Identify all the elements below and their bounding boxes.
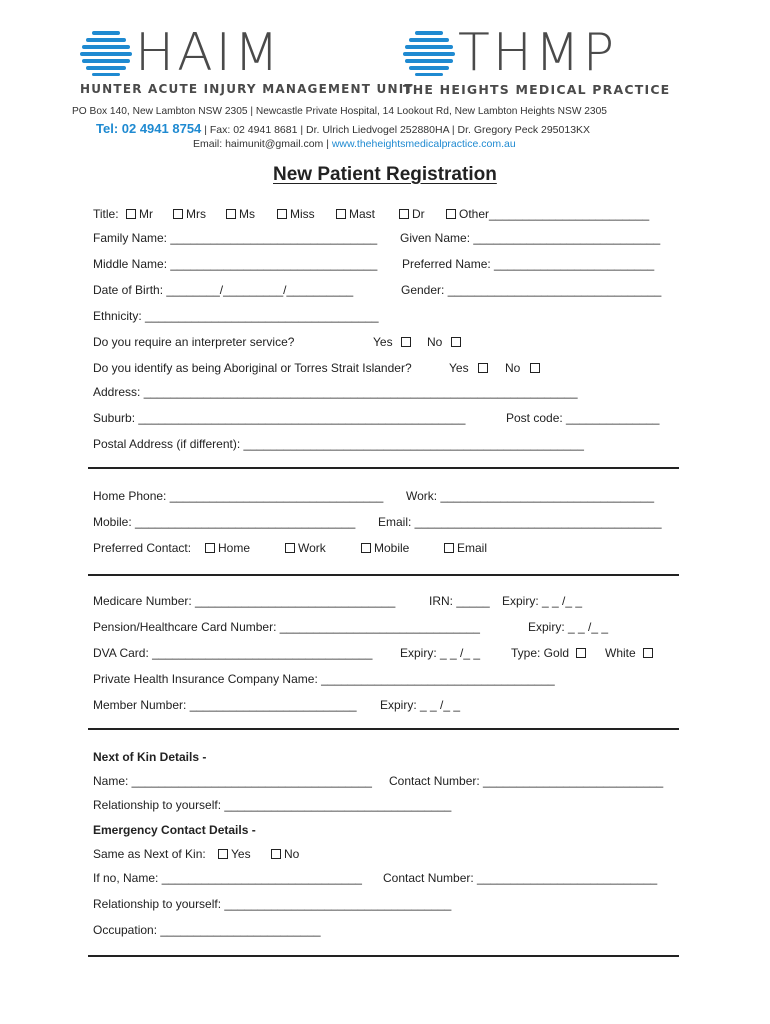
suburb-field[interactable]: Suburb: _________________________________________________	[93, 411, 466, 425]
atsi-question: Do you identify as being Aboriginal or Torres Strait Islander?	[93, 361, 412, 375]
same-as-nok-yes[interactable]: Yes	[218, 847, 251, 861]
dob-field[interactable]: Date of Birth: ________/_________/__________	[93, 283, 354, 297]
nok-relationship-field[interactable]: Relationship to yourself: __________________________________	[93, 798, 452, 812]
pension-expiry-field[interactable]: Expiry: _ _ /_ _	[528, 620, 609, 634]
member-number-field[interactable]: Member Number: _________________________	[93, 698, 357, 712]
haim-subtitle: HUNTER ACUTE INJURY MANAGEMENT UNIT	[80, 82, 414, 96]
checkbox-icon[interactable]	[336, 209, 346, 219]
emergency-heading: Emergency Contact Details -	[93, 823, 256, 837]
checkbox-icon[interactable]	[361, 543, 371, 553]
contact-option-email[interactable]: Email	[444, 541, 487, 555]
nok-contact-field[interactable]: Contact Number: ___________________________	[389, 774, 664, 788]
checkbox-icon[interactable]	[218, 849, 228, 859]
title-option-dr[interactable]: Dr	[399, 207, 425, 221]
postcode-field[interactable]: Post code: ______________	[506, 411, 660, 425]
preferred-name-field[interactable]: Preferred Name: ________________________	[402, 257, 655, 271]
checkbox-icon[interactable]	[285, 543, 295, 553]
divider	[88, 955, 679, 957]
haim-globe-icon	[80, 29, 132, 77]
checkbox-icon[interactable]	[205, 543, 215, 553]
dva-field[interactable]: DVA Card: _________________________________	[93, 646, 373, 660]
atsi-no[interactable]: No	[505, 361, 543, 375]
title-option-mrs[interactable]: Mrs	[173, 207, 206, 221]
title-option-mr[interactable]: Mr	[126, 207, 153, 221]
checkbox-icon[interactable]	[444, 543, 454, 553]
contact-line	[96, 121, 590, 136]
address-field[interactable]: Address: _________________________________________________________________	[93, 385, 578, 399]
interpreter-no[interactable]: No	[427, 335, 464, 349]
haim-logo-text: HAIM	[135, 23, 282, 83]
title-option-other[interactable]: Other________________________	[446, 207, 649, 221]
em-relationship-field[interactable]: Relationship to yourself: __________________________________	[93, 897, 452, 911]
occupation-field[interactable]: Occupation: ________________________	[93, 923, 321, 937]
email-field[interactable]: Email: _____________________________________	[378, 515, 662, 529]
middle-name-field[interactable]: Middle Name: _______________________________	[93, 257, 378, 271]
title-option-ms[interactable]: Ms	[226, 207, 255, 221]
checkbox-icon[interactable]	[277, 209, 287, 219]
medicare-expiry-field[interactable]: Expiry: _ _ /_ _	[502, 594, 583, 608]
divider	[88, 728, 679, 730]
postal-address-field[interactable]: Postal Address (if different): ___________________________________________________	[93, 437, 584, 451]
atsi-yes[interactable]: Yes	[449, 361, 491, 375]
checkbox-icon[interactable]	[399, 209, 409, 219]
contact-option-work[interactable]: Work	[285, 541, 326, 555]
checkbox-icon[interactable]	[478, 363, 488, 373]
fax-doctors: | Fax: 02 4941 8681 | Dr. Ulrich Liedvogel 252880HA | Dr. Gregory Peck 295013KX	[204, 124, 591, 136]
checkbox-icon[interactable]	[226, 209, 236, 219]
medicare-field[interactable]: Medicare Number: ______________________________	[93, 594, 396, 608]
irn-field[interactable]: IRN: _____	[429, 594, 490, 608]
title-option-mast[interactable]: Mast	[336, 207, 375, 221]
email-address: Email: haimunit@gmail.com |	[193, 138, 332, 150]
checkbox-icon[interactable]	[576, 648, 586, 658]
checkbox-icon[interactable]	[173, 209, 183, 219]
dva-type-white[interactable]: White	[605, 646, 656, 660]
title-option-miss[interactable]: Miss	[277, 207, 315, 221]
thmp-globe-icon	[403, 29, 455, 77]
gender-field[interactable]: Gender: ________________________________	[401, 283, 662, 297]
pension-field[interactable]: Pension/Healthcare Card Number: ______________________________	[93, 620, 480, 634]
dva-type-gold[interactable]: Type: Gold	[511, 646, 589, 660]
interpreter-yes[interactable]: Yes	[373, 335, 414, 349]
contact-option-mobile[interactable]: Mobile	[361, 541, 409, 555]
divider	[88, 467, 679, 469]
interpreter-question: Do you require an interpreter service?	[93, 335, 295, 349]
email-line	[193, 138, 516, 150]
nok-heading: Next of Kin Details -	[93, 750, 207, 764]
title-label: Title:	[93, 207, 119, 221]
nok-name-field[interactable]: Name: ____________________________________	[93, 774, 372, 788]
family-name-field[interactable]: Family Name: _______________________________	[93, 231, 378, 245]
mobile-field[interactable]: Mobile: _________________________________	[93, 515, 356, 529]
preferred-contact-label: Preferred Contact:	[93, 541, 192, 555]
same-as-nok-no[interactable]: No	[271, 847, 299, 861]
phone-number: Tel: 02 4941 8754	[96, 121, 202, 136]
checkbox-icon[interactable]	[530, 363, 540, 373]
dva-expiry-field[interactable]: Expiry: _ _ /_ _	[400, 646, 481, 660]
ifno-contact-field[interactable]: Contact Number: ___________________________	[383, 871, 658, 885]
checkbox-icon[interactable]	[401, 337, 411, 347]
website-link[interactable]: www.theheightsmedicalpractice.com.au	[331, 138, 516, 150]
given-name-field[interactable]: Given Name: ____________________________	[400, 231, 661, 245]
checkbox-icon[interactable]	[271, 849, 281, 859]
checkbox-icon[interactable]	[451, 337, 461, 347]
form-title: New Patient Registration	[273, 164, 497, 185]
phi-company-field[interactable]: Private Health Insurance Company Name: ___________________________________	[93, 672, 555, 686]
divider	[88, 574, 679, 576]
ifno-name-field[interactable]: If no, Name: ______________________________	[93, 871, 362, 885]
thmp-logo-text: THMP	[458, 23, 618, 83]
contact-option-home[interactable]: Home	[205, 541, 250, 555]
checkbox-icon[interactable]	[446, 209, 456, 219]
same-as-nok-label: Same as Next of Kin:	[93, 847, 206, 861]
work-phone-field[interactable]: Work: ________________________________	[406, 489, 655, 503]
thmp-subtitle: THE HEIGHTS MEDICAL PRACTICE	[403, 82, 671, 97]
checkbox-icon[interactable]	[643, 648, 653, 658]
ethnicity-field[interactable]: Ethnicity: ___________________________________	[93, 309, 379, 323]
member-expiry-field[interactable]: Expiry: _ _ /_ _	[380, 698, 461, 712]
home-phone-field[interactable]: Home Phone: ________________________________	[93, 489, 384, 503]
address-line: PO Box 140, New Lambton NSW 2305 | Newcastle Private Hospital, 14 Lookout Rd, New Lambton Heights NSW 2305	[72, 106, 607, 117]
checkbox-icon[interactable]	[126, 209, 136, 219]
